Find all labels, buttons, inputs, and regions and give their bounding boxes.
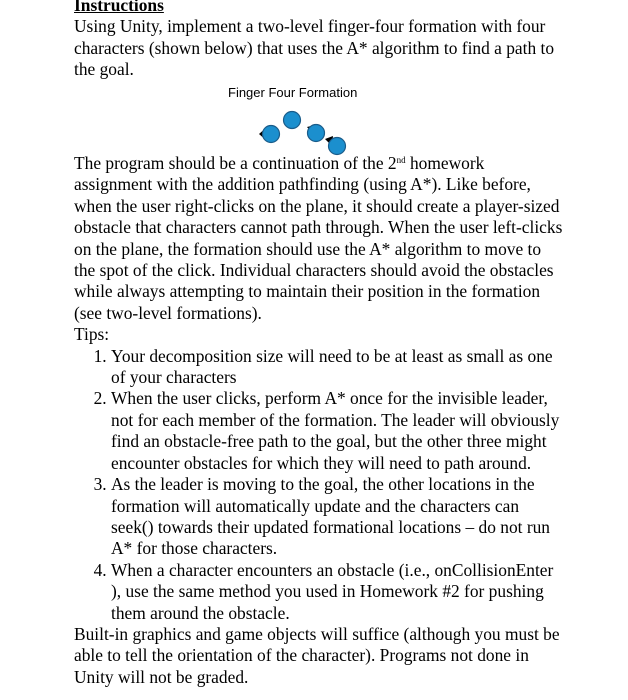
tips-label: Tips: [74, 324, 110, 345]
tip-item: 4. When a character encounters an obstacle (i.e., onCollisionEnter ), use the same method you used in Homework #2 for pushing them around the obstacle. [111, 560, 564, 624]
tip-item: 1. Your decomposition size will need to be at least as small as one of your characters [111, 346, 564, 389]
tip-item: 3. As the leader is moving to the goal, the other locations in the formation will automatically update and the characters can seek() towards their updated formational locations – do not run A* for those characters. [111, 474, 564, 560]
tip-item: 2. When the user clicks, perform A* once for the invisible leader, not for each member of the formation. The leader will obviously find an obstacle-free path to the goal, but the other three might encounter obstacles for which they will need to path around. [111, 388, 564, 474]
intro-paragraph: Using Unity, implement a two-level finger-four formation with four characters (shown below) that uses the A* algorithm to find a path to the goal. [74, 16, 555, 80]
instructions-heading: Instructions [74, 0, 164, 15]
character-top-icon [284, 111, 301, 129]
body-text-part2: homework assignment with the addition pathfinding (using A*). Like before, when the user right-clicks on the plane, it should create a player-sized obstacle that characters cannot path through. When the user left-clicks on the plane, the formation should use the A* algorithm to move to the spot of the click. Individual characters should avoid the obstacles while always attempting to maintain their position in the formation (see two-level formations). [74, 153, 563, 323]
body-paragraph [74, 150, 564, 324]
character-middle-icon [307, 125, 325, 142]
body-text-part1: The program should be a continuation of the 2 [74, 153, 397, 173]
document-body [74, 150, 564, 688]
closing-paragraph: Built-in graphics and game objects will suffice (although you must be able to tell the orientation of the character). Programs not done in Unity will not be graded. [74, 623, 560, 687]
document-page [74, 0, 564, 81]
tips-list [74, 346, 564, 624]
character-left-icon [259, 126, 280, 143]
ordinal-suffix: nd [396, 155, 406, 165]
figure-caption: Finger Four Formation [228, 85, 358, 100]
